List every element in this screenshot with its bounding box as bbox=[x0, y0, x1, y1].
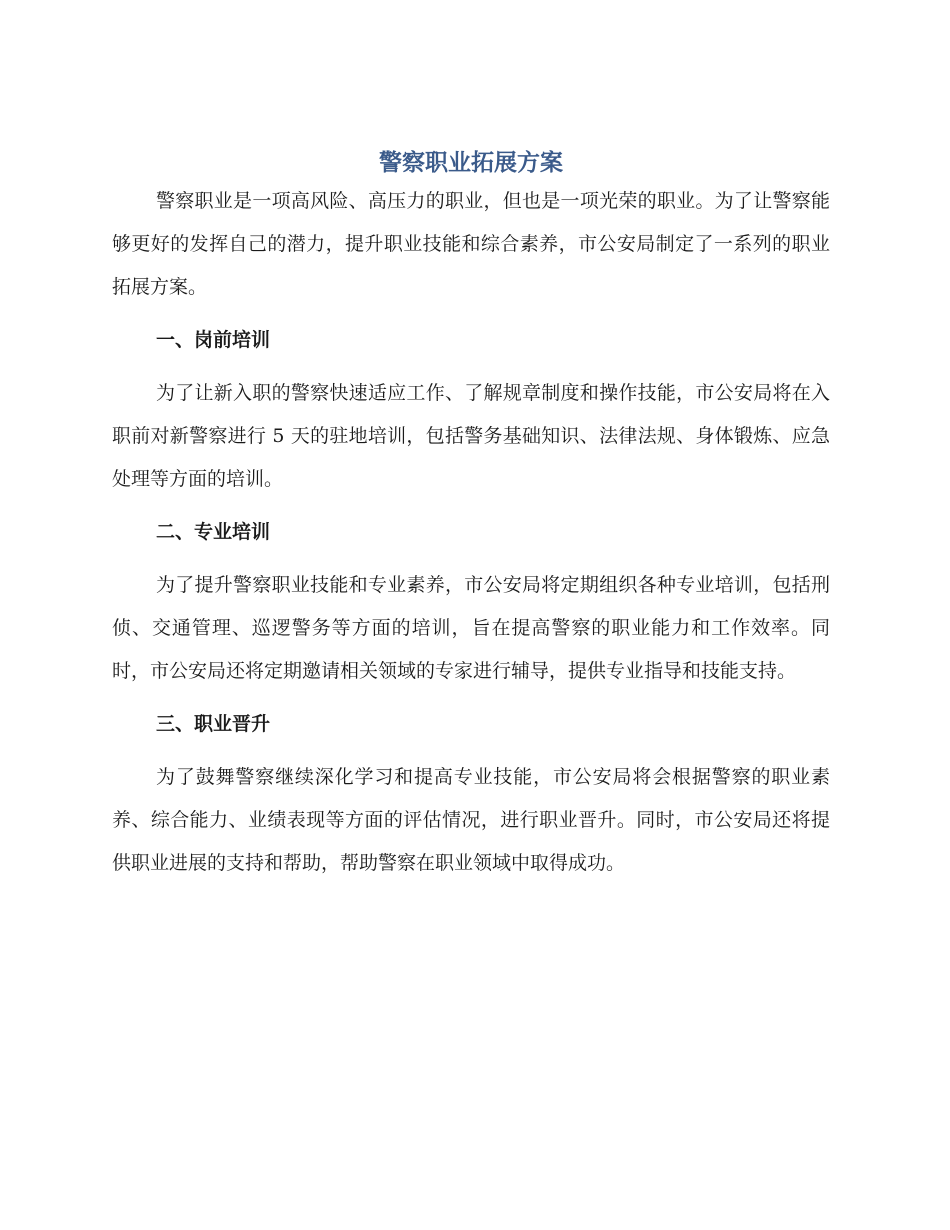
document-title: 警察职业拓展方案 bbox=[379, 150, 563, 176]
section-body-pre-job-training: 为了让新入职的警察快速适应工作、了解规章制度和操作技能，市公安局将在入职前对新警察进行 5 天的驻地培训，包括警务基础知识、法律法规、身体锻炼、应急处理等方面的培训。 bbox=[112, 382, 830, 490]
document-page bbox=[112, 146, 830, 885]
section-heading-pre-job-training: 一、岗前培训 bbox=[156, 329, 271, 351]
section-body-professional-training: 为了提升警察职业技能和专业素养，市公安局将定期组织各种专业培训，包括刑侦、交通管理、巡逻警务等方面的培训，旨在提高警察的职业能力和工作效率。同时，市公安局还将定期邀请相关领域的专家进行辅导，提供专业指导和技能支持。 bbox=[112, 574, 830, 682]
intro-paragraph: 警察职业是一项高风险、高压力的职业，但也是一项光荣的职业。为了让警察能够更好的发挥自己的潜力，提升职业技能和综合素养，市公安局制定了一系列的职业拓展方案。 bbox=[112, 190, 830, 298]
section-heading-career-promotion: 三、职业晋升 bbox=[156, 713, 271, 735]
section-heading-professional-training: 二、专业培训 bbox=[156, 521, 271, 543]
section-body-career-promotion: 为了鼓舞警察继续深化学习和提高专业技能，市公安局将会根据警察的职业素养、综合能力、业绩表现等方面的评估情况，进行职业晋升。同时，市公安局还将提供职业进展的支持和帮助，帮助警察在职业领域中取得成功。 bbox=[112, 766, 830, 874]
